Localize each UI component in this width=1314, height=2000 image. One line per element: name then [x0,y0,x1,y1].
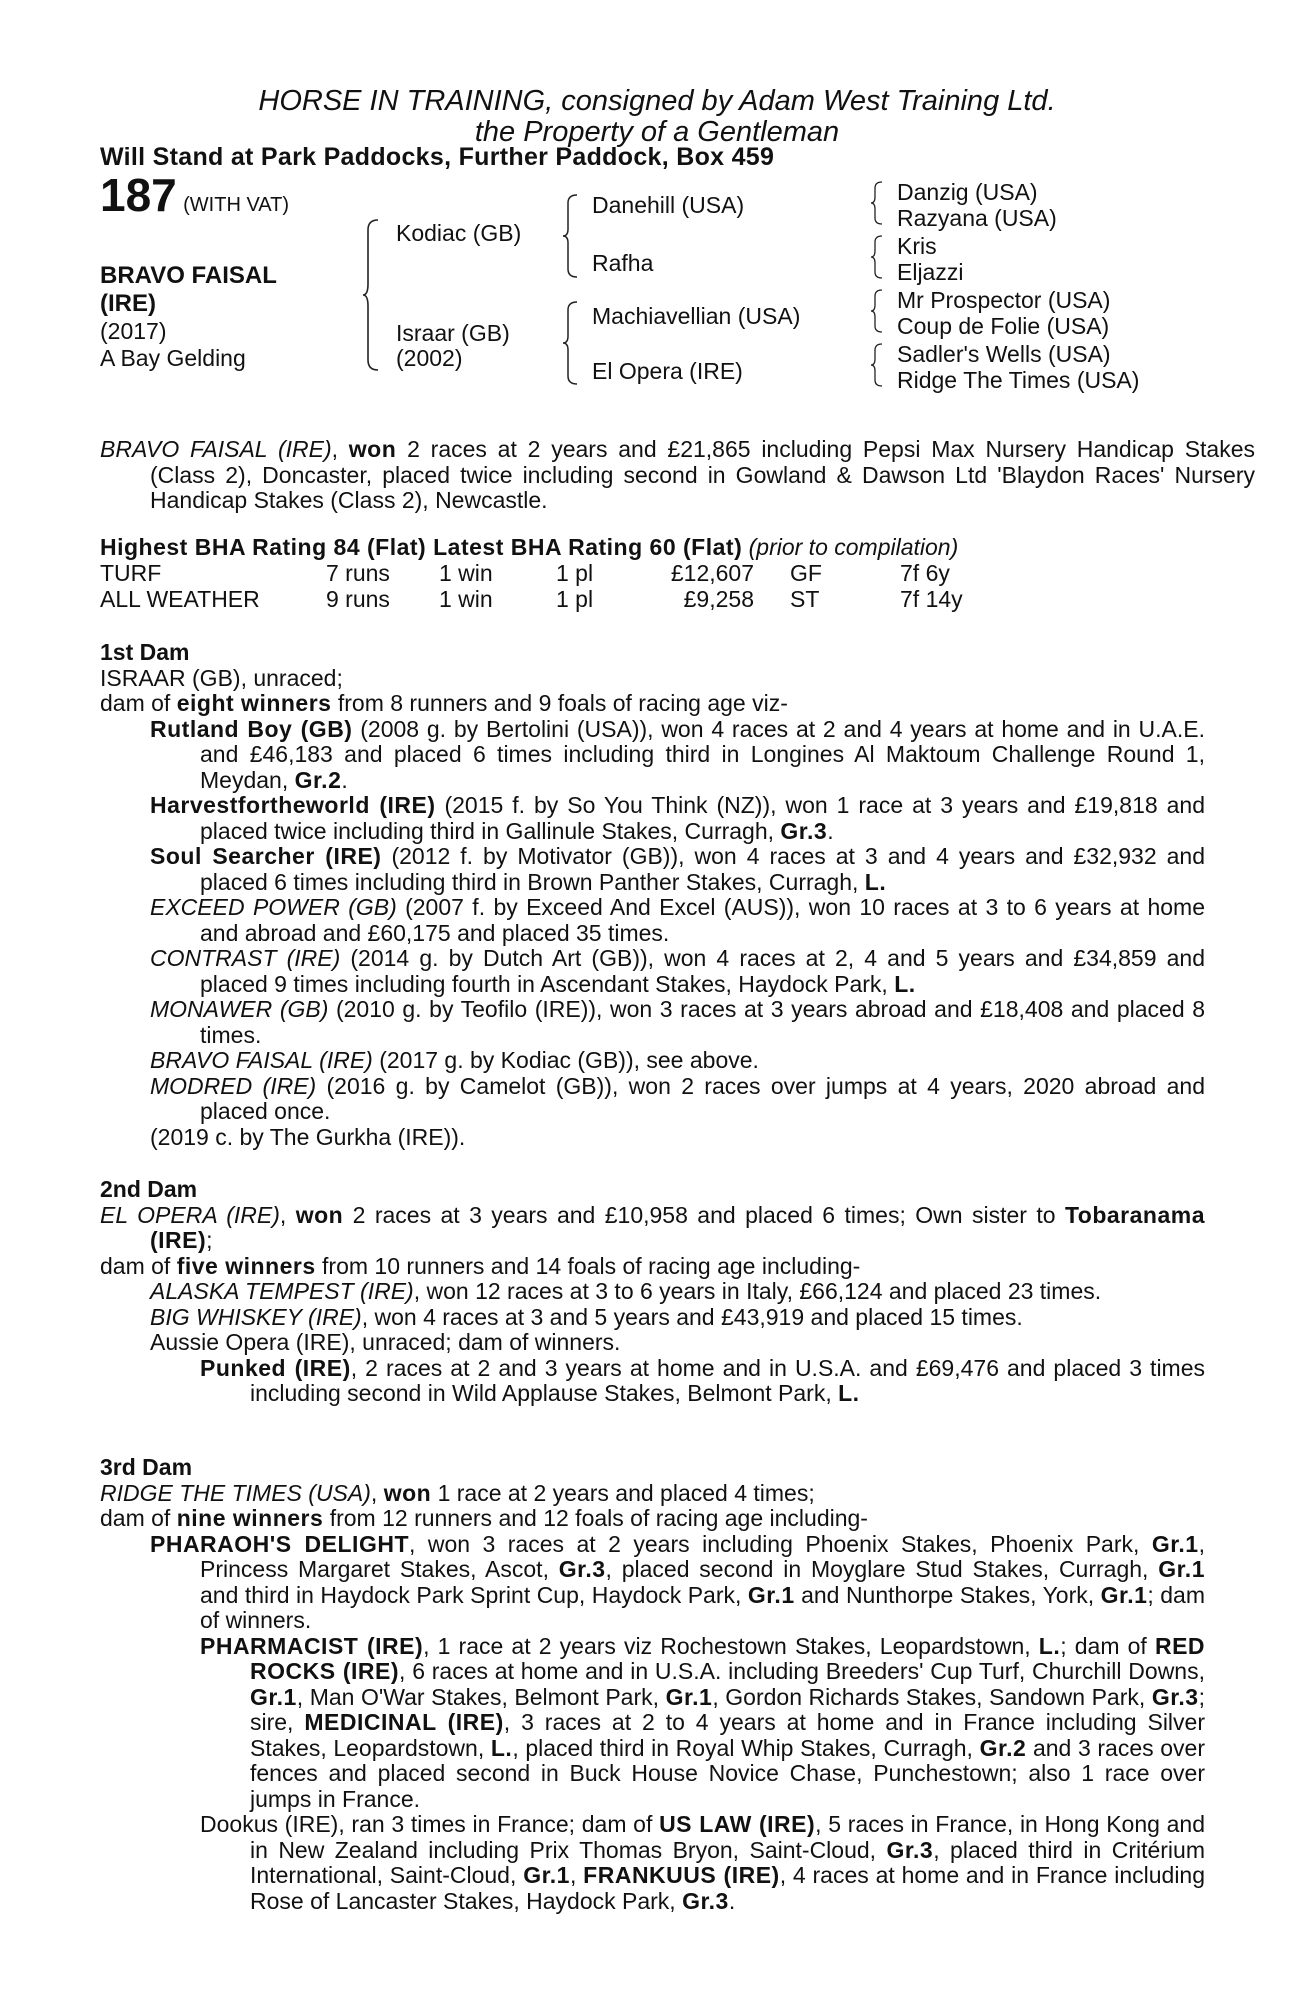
pedigree-sire-dam: Rafha [592,250,654,276]
grade: Gr.1 [747,1581,795,1608]
dam-of-prefix: dam of [100,1252,177,1279]
list-item: (2019 c. by The Gurkha (IRE)). [150,1123,466,1150]
prize: £9,258 [683,585,754,612]
text: , 6 races at home and in U.S.A. including Breeders' Cup Turf, Churchill Downs, [399,1658,1205,1684]
text: . [728,1887,736,1914]
produce-text: (2010 g. by Teofilo (IRE)), won 3 races at 3 years abroad and £18,408 and placed 8 times. [200,996,1205,1048]
stand-location: Will Stand at Park Paddocks, Further Paddock, Box 459 [100,143,775,171]
grade: Gr.3 [682,1887,729,1914]
produce-text: (2017 g. by Kodiac (GB)), see above. [372,1047,759,1073]
surface: ALL WEATHER [100,585,260,612]
dam-text: 1 race at 2 years and placed 4 times; [431,1479,815,1506]
horse-description: A Bay Gelding [100,345,246,371]
ratings-block [100,535,1210,613]
horse-name-line-1: BRAVO FAISAL [100,262,277,289]
produce-name: RED ROCKS (IRE) [250,1632,1206,1684]
grade: Gr.1 [1100,1581,1148,1608]
wins: 1 win [439,559,493,586]
produce-name: PHARAOH'S DELIGHT [150,1530,409,1557]
third-dam-heading: 3rd Dam [100,1454,193,1480]
header-line-1: HORSE IN TRAINING, consigned by Adam West Training Ltd. [258,85,1056,117]
summary-text: 2 races at 2 years and £21,865 including Pepsi Max Nursery Handicap Stakes (Class 2), Doncaster, placed twice including second in Gowland & Dawson Ltd 'Blaydon Races' Nursery Handicap Stakes (Class 2), Newcastle. [150,436,1256,513]
list-item [150,895,1205,946]
grade: Gr.2 [294,766,342,793]
pedigree-g5: Mr Prospector (USA) [897,287,1111,313]
produce-text: , won 4 races at 3 and 5 years and £43,919 and placed 15 times. [361,1303,1023,1330]
table-row [100,561,963,587]
race-summary: BRAVO FAISAL (IRE), won 2 races at 2 years and £21,865 including Pepsi Max Nursery Handicap Stakes (Class 2), Doncaster, placed twice including second in Gowland & Dawson Ltd 'Blaydon Races' Nursery Handicap Stakes (Class 2), Newcastle. [100,436,1256,513]
text: and Nunthorpe Stakes, York, [794,1581,1101,1608]
produce-name: US LAW (IRE) [659,1811,816,1837]
produce-text: (2016 g. by Camelot (GB)), won 2 races over jumps at 4 years, 2020 abroad and placed once. [200,1072,1205,1124]
list-item [150,997,1205,1048]
winners-count: eight winners [176,690,332,716]
third-dam-line: RIDGE THE TIMES (USA), won 1 race at 2 years and placed 4 times; [100,1479,815,1506]
text: ; dam of [1060,1632,1155,1659]
list-item [150,844,1205,895]
second-dam-heading: 2nd Dam [100,1176,198,1202]
lot-number: 187 [100,169,177,221]
text: , 1 race at 2 years viz Rochestown Stakes, Leopardstown, [423,1632,1039,1659]
produce-name: CONTRAST (IRE) [150,945,341,971]
produce-text: (2008 g. by Bertolini (USA)), won 4 races at 2 and 4 years at home and in U.A.E. and £46,183 and placed 6 times including third in Longines Al Maktoum Challenge Round 1, Meydan, [200,715,1205,793]
first-dam-section [100,640,1205,1150]
produce-text: (2015 f. by So You Think (NZ)), won 1 race at 3 years and £19,818 and placed twice including third in Gallinule Stakes, Curragh, [200,792,1205,844]
pedigree-braces-g3 [870,180,884,398]
pedigree-g6: Coup de Folie (USA) [897,313,1110,339]
dam-name: EL OPERA (IRE) [100,1201,280,1228]
produce-text: , 2 races at 2 and 3 years at home and in U.S.A. and £69,476 and placed 3 times including second in Wild Applause Stakes, Belmont Park, [250,1354,1205,1406]
produce-name: FRANKUUS (IRE) [583,1862,780,1888]
won-label: won [383,1479,432,1506]
produce-name: ALASKA TEMPEST (IRE) [150,1278,414,1304]
text: , 3 races at 2 to 4 years at home and in France including Silver Stakes, Leopardstown, [250,1709,1205,1761]
text: , placed third in Royal Whip Stakes, Curragh, [512,1734,980,1761]
produce-name: Punked (IRE) [200,1354,351,1381]
wins: 1 win [439,585,493,612]
first-dam-heading: 1st Dam [100,639,190,665]
produce-name: MODRED (IRE) [150,1072,317,1099]
grade: L. [490,1734,513,1761]
produce-name: Soul Searcher (IRE) [150,843,382,869]
dam-of-prefix: dam of [100,1505,177,1531]
second-dam-line: EL OPERA (IRE), won 2 races at 3 years and £10,958 and placed 6 times; Own sister to Tobaranama (IRE); [100,1201,1206,1253]
pedigree-g7: Sadler's Wells (USA) [897,341,1111,367]
text: and third in Haydock Park Sprint Cup, Haydock Park, [200,1581,748,1608]
second-dam-produce-summary [100,1254,1205,1280]
produce-text: , won 12 races at 3 to 6 years in Italy, £66,124 and placed 23 times. [413,1278,1102,1304]
produce-name: MONAWER (GB) [150,996,329,1022]
text: , Gordon Richards Stakes, Sandown Park, [712,1683,1152,1710]
produce-name: BRAVO FAISAL (IRE) [150,1047,373,1073]
text: , Man O'War Stakes, Belmont Park, [296,1683,666,1710]
runs: 7 runs [326,559,390,586]
vat-label: (WITH VAT) [183,194,290,216]
text: , won 3 races at 2 years including Phoenix Stakes, Phoenix Park, [409,1530,1152,1557]
table-row [100,587,963,613]
won-label: won [295,1201,344,1228]
punct: ; [206,1227,213,1253]
winners-count: five winners [176,1252,316,1279]
text: ; dam of winners. [200,1581,1205,1633]
placed: 1 pl [556,585,594,612]
prize: £12,607 [670,559,754,586]
produce-text: (2007 f. by Exceed And Excel (AUS)), won 10 races at 3 to 6 years at home and abroad and £60,175 and placed 35 times. [200,894,1205,946]
ratings-note: (prior to compilation) [748,534,959,560]
grade: L. [894,970,916,997]
text: ; sire, [250,1683,1205,1735]
pedigree-g8: Ridge The Times (USA) [897,367,1140,393]
summary-horse-name: BRAVO FAISAL (IRE) [100,436,332,462]
pedigree-g1: Danzig (USA) [897,179,1038,205]
list-item: Aussie Opera (IRE), unraced; dam of winners. [150,1329,621,1355]
dam-of-suffix: from 10 runners and 14 foals of racing age including- [315,1252,861,1279]
pedigree-dam-dam: El Opera (IRE) [592,358,743,384]
horse-info [100,318,246,372]
list-item [150,1532,1205,1634]
horse-year: (2017) [100,318,167,344]
produce-name: PHARMACIST (IRE) [200,1632,424,1659]
header-line-2: the Property of a Gentleman [474,116,840,148]
list-item [150,1279,1205,1305]
pedigree-sire-sire: Danehill (USA) [592,192,745,218]
list-item [150,1074,1205,1125]
punct: . [827,817,834,844]
grade: L. [838,1380,860,1406]
pedigree-brace-dam [562,300,580,386]
dam-of-suffix: from 12 runners and 12 foals of racing age including- [323,1505,868,1531]
ratings-table [100,561,963,613]
pedigree-dam-sire: Machiavellian (USA) [592,303,801,329]
produce-text: (2012 f. by Motivator (GB)), won 4 races at 3 and 4 years and £32,932 and placed 6 times including third in Brown Panther Stakes, Curragh, [200,843,1205,895]
text: , placed second in Moyglare Stud Stakes, Curragh, [605,1556,1159,1582]
sister-name: Tobaranama (IRE) [150,1201,1206,1253]
distance: 7f 14y [900,585,963,612]
produce-name: BIG WHISKEY (IRE) [150,1303,362,1330]
grade: Gr.1 [1158,1556,1205,1582]
third-dam-section [100,1455,1205,1914]
grade: Gr.1 [1151,1530,1199,1557]
list-item [200,1812,1205,1914]
surface: TURF [100,559,162,586]
list-item [150,946,1205,997]
going: GF [790,559,822,586]
pedigree-g4: Eljazzi [897,259,964,285]
runs: 9 runs [326,585,390,612]
punct: . [341,766,348,793]
ratings-heading: Highest BHA Rating 84 (Flat) Latest BHA Rating 60 (Flat) [100,534,743,560]
lot-block [100,169,290,221]
produce-name: EXCEED POWER (GB) [150,894,397,920]
grade: Gr.3 [886,1836,934,1863]
pedigree-g2: Razyana (USA) [897,205,1057,231]
pedigree-g3: Kris [897,233,937,259]
winners-count: nine winners [176,1505,324,1531]
horse-name-line-2: (IRE) [100,290,156,317]
dam-text: 2 races at 3 years and £10,958 and placed 6 times; Own sister to [343,1201,1065,1228]
second-dam-section [100,1177,1205,1407]
grade: Gr.1 [523,1862,570,1888]
grade: Gr.1 [665,1683,713,1710]
produce-name: MEDICINAL (IRE) [304,1709,504,1735]
grade: Gr.2 [979,1734,1027,1761]
list-item [200,1634,1205,1813]
grade: Gr.3 [558,1556,606,1582]
grade: L. [864,868,887,895]
first-dam-produce-summary [100,691,1205,717]
produce-name: Harvestfortheworld (IRE) [150,792,436,818]
distance: 7f 6y [900,559,950,586]
produce-name: Rutland Boy (GB) [150,715,353,742]
text: , placed third in Critérium International, Saint-Cloud, [250,1836,1205,1888]
first-dam-line: ISRAAR (GB), unraced; [100,664,343,691]
pedigree-brace-sire [562,193,580,279]
list-item [150,1305,1205,1331]
text: , 4 races at home and in France including Rose of Lancaster Stakes, Haydock Park, [250,1862,1206,1914]
grade: Gr.1 [250,1683,297,1710]
dam-of-suffix: from 8 runners and 9 foals of racing age viz- [331,690,788,716]
grade: Gr.3 [780,817,828,844]
grade: L. [1038,1632,1061,1659]
text: and 3 races over fences and placed second in Buck House Novice Chase, Punchestown; also 1 race over jumps in France. [250,1734,1205,1812]
list-item [150,717,1205,794]
pedigree-brace-main [362,218,382,372]
text: Dookus (IRE), ran 3 times in France; dam of [200,1811,660,1837]
list-item [150,793,1205,844]
pedigree-sire: Kodiac (GB) [396,220,522,246]
third-dam-produce-summary [100,1506,1205,1532]
list-item [200,1356,1205,1407]
text: , [569,1862,584,1888]
going: ST [790,585,820,612]
summary-won: won [348,436,397,462]
horse-name [100,262,320,318]
pedigree-dam: Israar (GB) [396,320,510,346]
text: , 5 races in France, in Hong Kong and in New Zealand including Prix Thomas Bryon, Saint-Cloud, [250,1811,1205,1863]
placed: 1 pl [556,559,594,586]
list-item [150,1048,1205,1074]
pedigree-dam-year: (2002) [396,345,463,371]
text: , Princess Margaret Stakes, Ascot, [200,1530,1205,1582]
dam-name: RIDGE THE TIMES (USA) [100,1479,371,1506]
dam-of-prefix: dam of [100,690,177,716]
produce-text: (2014 g. by Dutch Art (GB)), won 4 races at 2, 4 and 5 years and £34,859 and placed 9 times including fourth in Ascendant Stakes, Haydock Park, [200,945,1205,997]
grade: Gr.3 [1151,1683,1199,1710]
